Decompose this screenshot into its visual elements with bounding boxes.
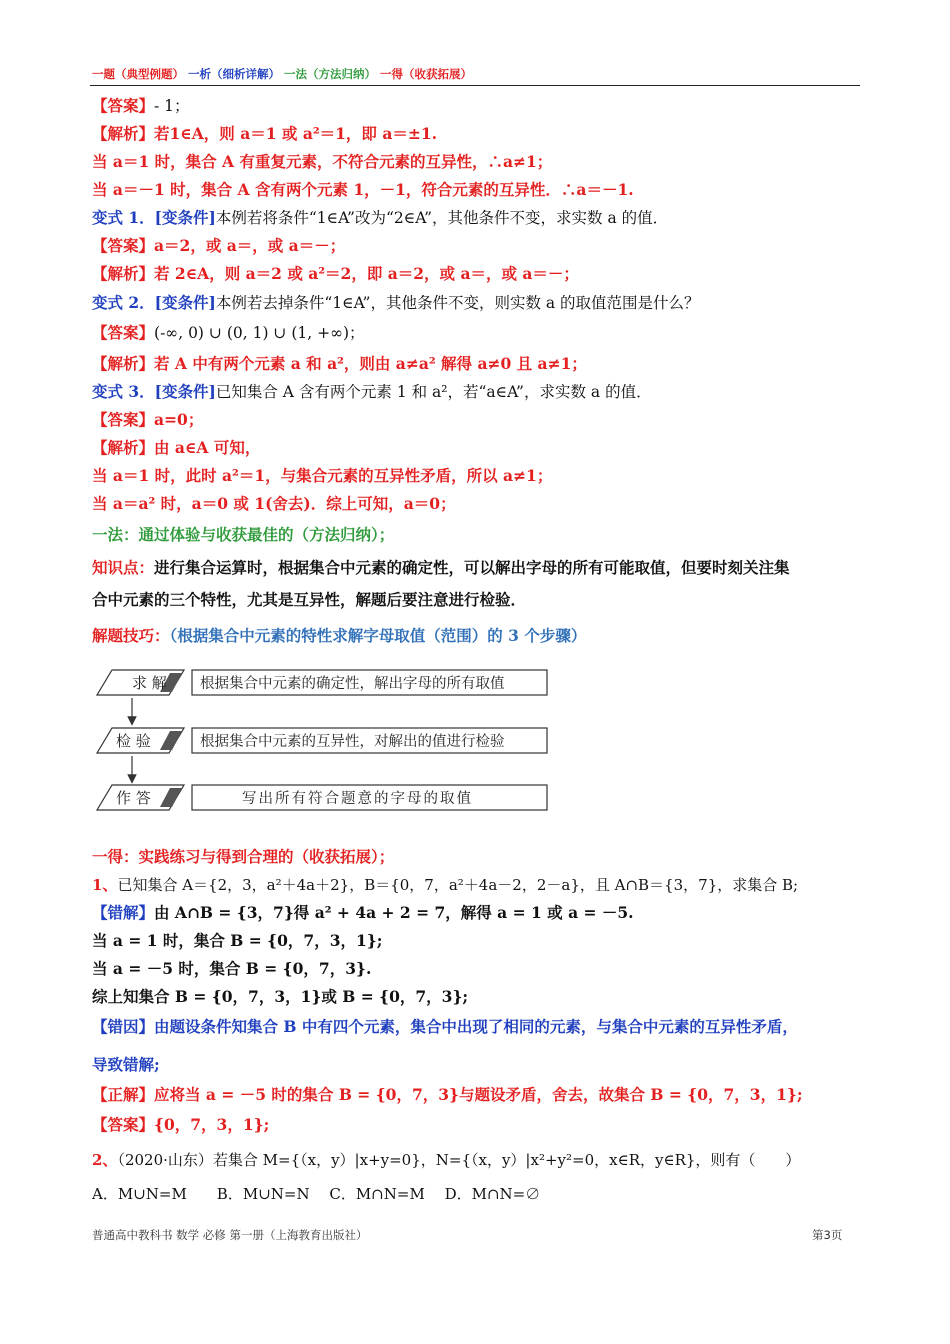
- variant-1: [92, 207, 668, 229]
- header-rule: [90, 85, 860, 86]
- flow-step-3-label: 作 答: [116, 789, 151, 807]
- knowledge-point-tag: 知识点：: [92, 558, 155, 577]
- footer-page-number: 第3页: [812, 1228, 843, 1242]
- q1-right-text: 应将当 a = －5 时的集合 B = {0，7，3}与题设矛盾，舍去，故集合 B = {0，7，3，1};: [154, 1085, 803, 1104]
- variant-2-tag: 变式 2．[变条件]: [92, 293, 216, 312]
- variant-1-answer-text: a＝2，或 a＝，或 a＝－；: [154, 236, 346, 255]
- variant-1-analysis-text: 若 2∈A，则 a＝2 或 a²＝2，即 a＝2，或 a＝，或 a＝－；: [154, 264, 579, 283]
- flow-step-1-text: 根据集合中元素的确定性，解出字母的所有取值: [200, 676, 505, 692]
- variant-2-analysis: [92, 353, 587, 375]
- variant-2-analysis-tag: 【解析】: [92, 354, 155, 373]
- knowledge-point-text-2: 合中元素的三个特性，尤其是互异性，解题后要注意进行检验．: [92, 590, 527, 609]
- variant-1-answer-tag: 【答案】: [92, 236, 155, 255]
- flow-step-1: [97, 670, 547, 695]
- q1-wrong-line-2: 当 a = 1 时，集合 B = {0，7，3，1};: [92, 931, 383, 950]
- header-part-3: 一法（方法归纳）: [284, 67, 377, 81]
- header-part-2: 一析（细析详解）: [188, 67, 281, 81]
- flow-step-2-label: 检 验: [116, 732, 151, 750]
- q1-wrong-line-4: 综上知集合 B = {0，7，3，1}或 B = {0，7，3};: [92, 987, 469, 1006]
- variant-3-analysis-text: 由 a∈A 可知，: [154, 438, 261, 457]
- q1-answer-tag: 【答案】: [92, 1115, 155, 1134]
- steps-flowchart: [92, 665, 562, 815]
- answer-tag: 【答案】: [92, 96, 155, 115]
- variant-2-text: 本例若去掉条件“1∈A”，其他条件不变，则实数 a 的取值范围是什么？: [215, 294, 700, 312]
- variant-2-analysis-text: 若 A 中有两个元素 a 和 a²，则由 a≠a² 解得 a≠0 且 a≠1；: [154, 354, 587, 373]
- q1-wrong-tag: 【错解】: [92, 903, 155, 922]
- analysis-line: [92, 123, 437, 145]
- q1-cause-text: 由题设条件知集合 B 中有四个元素，集合中出现了相同的元素，与集合中元素的互异性矛盾，: [154, 1017, 798, 1036]
- analysis-line-3: 当 a＝－1 时，集合 A 含有两个元素 1，－1，符合元素的互异性．∴a＝－1.: [92, 180, 634, 199]
- variant-1-analysis: [92, 263, 579, 285]
- variant-2-answer: [92, 322, 365, 344]
- solving-tip: [92, 625, 586, 647]
- analysis-line-2: 当 a＝1 时，集合 A 有重复元素，不符合元素的互异性，∴a≠1；: [92, 152, 553, 171]
- footer-book-title: 普通高中教科书 数学 必修 第一册（上海教育出版社）: [92, 1228, 368, 1242]
- variant-3-analysis-line-2: 当 a＝1 时，此时 a²＝1，与集合元素的互异性矛盾，所以 a≠1；: [92, 466, 553, 485]
- question-2: [92, 1149, 800, 1171]
- q1-answer: [92, 1114, 269, 1136]
- gain-title: 一得：实践练习与得到合理的（收获拓展）；: [92, 847, 395, 866]
- variant-3: [92, 381, 652, 403]
- knowledge-point-text-1: 进行集合运算时，根据集合中元素的确定性，可以解出字母的所有可能取值，但要时刻关注集: [154, 558, 790, 577]
- variant-3-analysis-line-3: 当 a＝a² 时，a＝0 或 1(舍去)．综上可知，a＝0；: [92, 494, 456, 513]
- analysis-tag: 【解析】: [92, 124, 155, 143]
- header-part-4: 一得（收获拓展）: [380, 67, 473, 81]
- solving-tip-tag: 解题技巧：: [92, 626, 170, 645]
- method-title: 一法：通过体验与收获最佳的（方法归纳）；: [92, 525, 395, 544]
- q1-error-cause: [92, 1016, 798, 1038]
- variant-2: [92, 292, 700, 314]
- variant-3-answer-text: a=0；: [154, 410, 204, 429]
- variant-3-text: 已知集合 A 含有两个元素 1 和 a²，若“a∈A”，求实数 a 的值．: [215, 383, 652, 401]
- variant-3-tag: 变式 3．[变条件]: [92, 382, 216, 401]
- variant-2-answer-text: (-∞, 0) ∪ (0, 1) ∪ (1, +∞)；: [154, 324, 365, 342]
- variant-3-answer: [92, 409, 203, 431]
- q1-wrong-line-3: 当 a = －5 时，集合 B = {0，7，3}.: [92, 959, 372, 978]
- q1-wrong-solution: [92, 902, 634, 924]
- question-1-text: 已知集合 A＝{2，3，a²＋4a＋2}，B＝{0，7，a²＋4a－2，2－a}，且 A∩B＝{3，7}，求集合 B;: [117, 876, 799, 894]
- flow-step-2-text: 根据集合中元素的互异性，对解出的值进行检验: [200, 734, 505, 750]
- page-header: [92, 66, 472, 82]
- flow-step-3: [97, 785, 547, 810]
- answer-line: [92, 95, 190, 117]
- question-1-number: 1、: [92, 876, 118, 894]
- question-2-text: （2020·山东）若集合 M={（x，y）|x+y=0}，N={（x，y）|x²+y²=0，x∈R，y∈R}，则有（ ）: [117, 1151, 801, 1169]
- q1-right-tag: 【正解】: [92, 1085, 155, 1104]
- q1-cause-tag: 【错因】: [92, 1017, 155, 1036]
- flow-step-2: [97, 728, 547, 753]
- q1-cause-line-2: 导致错解;: [92, 1055, 160, 1074]
- question-1: [92, 874, 798, 896]
- flow-step-3-text: 写出所有符合题意的字母的取值: [242, 791, 473, 807]
- variant-1-answer: [92, 235, 345, 257]
- answer-text: - 1；: [154, 97, 190, 115]
- flow-step-1-label: 求 解: [132, 674, 167, 692]
- variant-1-text: 本例若将条件“1∈A”改为“2∈A”，其他条件不变，求实数 a 的值．: [215, 209, 669, 227]
- variant-1-analysis-tag: 【解析】: [92, 264, 155, 283]
- q1-answer-text: {0，7，3，1};: [154, 1115, 270, 1134]
- analysis-text: 若1∈A，则 a＝1 或 a²＝1，即 a＝±1.: [154, 124, 438, 143]
- header-part-1: 一题（典型例题）: [92, 67, 184, 81]
- variant-1-tag: 变式 1．[变条件]: [92, 208, 216, 227]
- knowledge-point: [92, 557, 790, 579]
- solving-tip-text: （根据集合中元素的特性求解字母取值（范围）的 3 个步骤）: [169, 626, 587, 645]
- question-2-options: A．M∪N=M B．M∪N=N C．M∩N=M D．M∩N=∅: [92, 1185, 541, 1203]
- variant-3-analysis-tag: 【解析】: [92, 438, 155, 457]
- q1-wrong-text: 由 A∩B = {3，7}得 a² + 4a + 2 = 7，解得 a = 1 或 a = －5.: [154, 903, 634, 922]
- q1-correct-solution: [92, 1084, 803, 1106]
- variant-2-answer-tag: 【答案】: [92, 323, 155, 342]
- variant-3-answer-tag: 【答案】: [92, 410, 155, 429]
- variant-3-analysis: [92, 437, 260, 459]
- question-2-number: 2、: [92, 1151, 118, 1169]
